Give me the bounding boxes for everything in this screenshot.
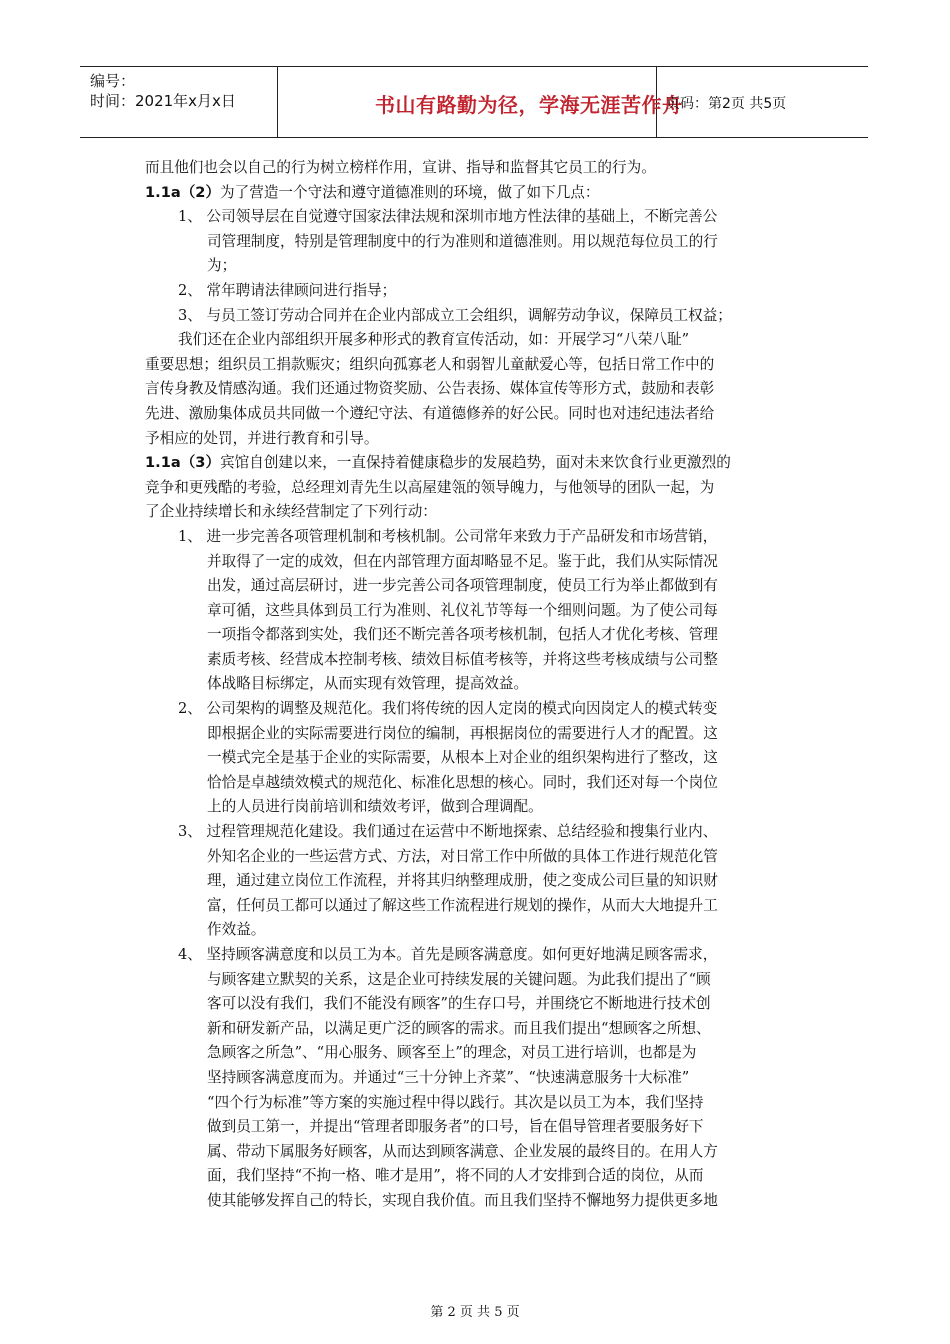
line-text: 坚持顾客满意度而为。并通过“三十分钟上齐菜”、“快速满意服务十大标准” [207, 1068, 690, 1086]
line-text: 司管理制度，特别是管理制度中的行为准则和道德准则。用以规范每位员工的行 [207, 232, 718, 250]
header-divider [277, 67, 278, 137]
text-line [145, 992, 810, 1017]
line-text: 客可以没有我们，我们不能没有顾客”的生存口号，并围绕它不断地进行技术创 [207, 995, 711, 1013]
text-line [145, 156, 810, 181]
line-text: 体战略目标绑定，从而实现有效管理，提高效益。 [207, 675, 529, 693]
line-text: 外知名企业的一些运营方式、方法，对日常工作中所做的具体工作进行规范化管 [207, 847, 718, 865]
line-text: 富，任何员工都可以通过了解这些工作流程进行规划的操作，从而大大地提升工 [207, 896, 718, 914]
line-text: 上的人员进行岗前培训和绩效考评，做到合理调配。 [207, 798, 543, 816]
header-meta [90, 71, 236, 111]
line-text: 理，通过建立岗位工作流程，并将其归纳整理成册，使之变成公司巨量的知识财 [207, 872, 718, 890]
text-line [145, 230, 810, 255]
line-text: 并取得了一定的成效，但在内部管理方面却略显不足。鉴于此，我们从实际情况 [207, 552, 718, 570]
header-motto: 书山有路勤为径，学海无涯苦作舟 [375, 93, 683, 117]
text-line [145, 500, 810, 525]
line-text: 我们还在企业内部组织开展多种形式的教育宣传活动，如：开展学习“八荣八耻” [178, 331, 690, 349]
text-line [145, 476, 810, 501]
line-text: 为了营造一个守法和遵守道德准则的环境，做了如下几点： [220, 183, 600, 201]
line-text: 新和研发新产品，以满足更广泛的顾客的需求。而且我们提出“想顾客之所想、 [207, 1019, 711, 1037]
line-text: 2、 常年聘请法律顾问进行指导； [178, 281, 397, 299]
page-header [80, 66, 868, 138]
text-line [145, 894, 810, 919]
text-line [145, 328, 810, 353]
text-line [145, 623, 810, 648]
text-line [145, 550, 810, 575]
text-line [145, 1140, 810, 1165]
text-line [145, 451, 810, 476]
line-text: 面，我们坚持“不拘一格、唯才是用”，将不同的人才安排到合适的岗位，从而 [207, 1167, 704, 1185]
text-line [145, 1017, 810, 1042]
line-text: 3、 过程管理规范化建设。我们通过在运营中不断地探索、总结经验和搜集行业内、 [178, 823, 718, 841]
text-line [145, 648, 810, 673]
text-line [145, 697, 810, 722]
line-text: 章可循，这些具体到员工行为准则、礼仪礼节等每一个细则问题。为了使公司每 [207, 601, 718, 619]
text-line [145, 1041, 810, 1066]
text-line [145, 1066, 810, 1091]
text-line [145, 427, 810, 452]
text-line [145, 402, 810, 427]
text-line [145, 1091, 810, 1116]
line-text: 先进、激励集体成员共同做一个遵纪守法、有道德修养的好公民。同时也对违纪违法者给 [145, 404, 715, 422]
text-line [145, 943, 810, 968]
line-text: 而且他们也会以自己的行为树立榜样作用，宣讲、指导和监督其它员工的行为。 [145, 159, 656, 176]
text-line [145, 525, 810, 550]
text-line [145, 181, 810, 206]
line-text: 一模式完全是基于企业的实际需要，从根本上对企业的组织架构进行了整改，这 [207, 749, 718, 767]
line-text: 竞争和更残酷的考验，总经理刘青先生以高屋建瓴的领导魄力，与他领导的团队一起，为 [145, 478, 715, 496]
line-text: 为； [207, 257, 237, 275]
line-text: 1、 公司领导层在自觉遵守国家法律法规和深圳市地方性法律的基础上，不断完善公 [178, 208, 718, 226]
text-line [145, 722, 810, 747]
section-number: 1.1a（3） [145, 454, 221, 472]
page-footer: 第 2 页 共 5 页 [430, 1305, 520, 1320]
line-text: 一项指令都落到实处，我们还不断完善各项考核机制，包括人才优化考核、管理 [207, 626, 718, 644]
text-line [145, 845, 810, 870]
line-text: 恰恰是卓越绩效模式的规范化、标准化思想的核心。同时，我们还对每一个岗位 [207, 773, 718, 791]
text-line [145, 304, 810, 329]
header-page-info: 页码：第2页 共5页 [666, 96, 787, 112]
line-text: 宾馆自创建以来，一直保持着健康稳步的发展趋势，面对未来饮食行业更激烈的 [220, 454, 731, 472]
line-text: 即根据企业的实际需要进行岗位的编制，再根据岗位的需要进行人才的配置。这 [207, 724, 718, 742]
line-text: 素质考核、经营成本控制考核、绩效目标值考核等，并将这些考核成绩与公司整 [207, 650, 718, 668]
document-date: 时间：2021年x月x日 [90, 92, 236, 110]
line-text: 3、 与员工签订劳动合同并在企业内部成立工会组织，调解劳动争议，保障员工权益； [178, 306, 732, 324]
line-text: 言传身教及情感沟通。我们还通过物资奖励、公告表扬、媒体宣传等形方式，鼓励和表彰 [145, 380, 715, 398]
line-text: 使其能够发挥自己的特长，实现自我价值。而且我们坚持不懈地努力提供更多地 [207, 1191, 718, 1209]
line-text: 重要思想；组织员工捐款赈灾；组织向孤寡老人和弱智儿童献爱心等，包括日常工作中的 [145, 355, 715, 373]
text-line [145, 968, 810, 993]
text-line [145, 820, 810, 845]
line-text: 了企业持续增长和永续经营制定了下列行动： [145, 503, 437, 521]
line-text: 做到员工第一，并提出“管理者即服务者”的口号，旨在倡导管理者要服务好下 [207, 1118, 704, 1136]
document-body [145, 156, 810, 1214]
section-number: 1.1a（2） [145, 183, 221, 201]
text-line [145, 1189, 810, 1214]
line-text: 予相应的处罚，并进行教育和引导。 [145, 429, 379, 447]
line-text: 1、 进一步完善各项管理机制和考核机制。公司常年来致力于产品研发和市场营销， [178, 527, 718, 545]
text-line [145, 918, 810, 943]
text-line [145, 254, 810, 279]
text-line [145, 377, 810, 402]
line-text: “四个行为标准”等方案的实施过程中得以践行。其次是以员工为本，我们坚持 [207, 1093, 704, 1111]
text-line [145, 279, 810, 304]
line-text: 2、 公司架构的调整及规范化。我们将传统的因人定岗的模式向因岗定人的模式转变 [178, 700, 718, 718]
text-line [145, 1164, 810, 1189]
line-text: 出发，通过高层研讨，进一步完善公司各项管理制度，使员工行为举止都做到有 [207, 577, 718, 595]
text-line [145, 574, 810, 599]
text-line [145, 1115, 810, 1140]
text-line [145, 353, 810, 378]
text-line [145, 599, 810, 624]
line-text: 与顾客建立默契的关系，这是企业可持续发展的关键问题。为此我们提出了“顾 [207, 970, 711, 988]
text-line [145, 771, 810, 796]
document-number: 编号： [90, 72, 136, 90]
line-text: 4、 坚持顾客满意度和以员工为本。首先是顾客满意度。如何更好地满足顾客需求， [178, 946, 718, 963]
text-line [145, 672, 810, 697]
text-line [145, 205, 810, 230]
text-line [145, 746, 810, 771]
line-text: 急顾客之所急”、“用心服务、顾客至上”的理念，对员工进行培训，也都是为 [207, 1044, 697, 1062]
text-line [145, 869, 810, 894]
line-text: 属、带动下属服务好顾客，从而达到顾客满意、企业发展的最终目的。在用人方 [207, 1142, 718, 1160]
text-line [145, 795, 810, 820]
line-text: 作效益。 [207, 921, 266, 939]
